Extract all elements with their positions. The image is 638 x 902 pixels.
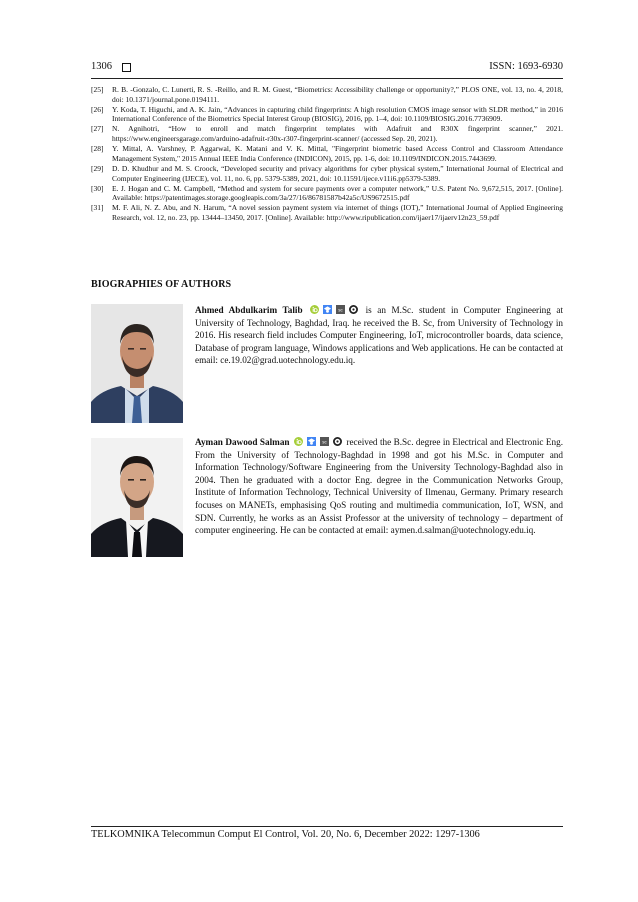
reference-item	[91, 105, 563, 124]
orcid-icon[interactable]	[310, 305, 319, 314]
reference-number: [27]	[91, 124, 104, 134]
reference-list	[91, 85, 563, 223]
author-name: Ahmed Abdulkarim Talib	[195, 305, 303, 315]
reference-text: M. F. Ali, N. Z. Abu, and N. Harum, “A novel session payment system via internet of things (IOT),” International Journal of Applied Engineering Research, vol. 12, no. 23, pp. 13444–13450, 2017. [Online]. Available: http://www.ripublication.com/ijaer17/ijaerv12n23_59.pdf	[112, 203, 563, 222]
scopus-icon[interactable]	[336, 305, 345, 314]
author-photo-ahmed	[91, 304, 183, 423]
reference-item	[91, 203, 563, 222]
reference-item	[91, 124, 563, 143]
author-photo-ayman	[91, 438, 183, 557]
reference-number: [30]	[91, 183, 104, 193]
reference-text: N. Agnihotri, “How to enroll and match fingerprint templates with Adafruit and R30X fingerprint scanner,” 2021. https://www.engineersgarage.com/arduino-adafruit-r30x-r307-fingerprint-scanner/ (accessed Sep. 20, 2021).	[112, 124, 563, 144]
reference-text: D. D. Khudhur and M. S. Croock, “Developed security and privacy algorithms for cyber physical system,” International Journal of Electrical and Computer Engineering (IJECE), vol. 11, no. 6, pp. 5379-5389, 2021, doi: 10.11591/ijece.v11i6.pp5379-5389.	[112, 163, 563, 183]
author-bio-text: received the B.Sc. degree in Electrical and Electronic Eng. From the University of Technology-Baghdad in 1998 and got his M.Sc. in Computer and Information Technology/Software Engineering from the University Technology-Baghdad also in 2004. Then he graduated with a doctor Eng. degree in the Communication Networks Group, Institute of Information Technology, Technical University of Ilmenau, Germany. Primary research focuses on MANETs, emphasising QoS routing and multimedia communication, IoT, WSN, and SDN. Currently, he works as an Assist Professor at the university of technology – department of computer engineering. He can be contacted at email: aymen.d.salman@uotechnology.edu.iq.	[195, 437, 563, 536]
reference-text: Y. Mittal, A. Varshney, P. Aggarwal, K. Matani and V. K. Mittal, "Fingerprint biometric based Access Control and Classroom Attendance Management System," 2015 Annual IEEE India Conference (INDICON), 2015, pp. 1-6, doi: 10.1109/INDICON.2015.7443699.	[112, 144, 563, 163]
google-scholar-icon[interactable]	[307, 437, 316, 446]
footer-rule	[91, 826, 563, 827]
reference-number: [31]	[91, 203, 104, 213]
scopus-icon[interactable]	[320, 437, 329, 446]
reference-item	[91, 85, 563, 104]
reference-item	[91, 164, 563, 183]
issn: ISSN: 1693-6930	[489, 61, 563, 72]
reference-text: Y. Koda, T. Higuchi, and A. K. Jain, “Advances in capturing child fingerprints: A high resolution CMOS image sensor with SLDR method,” in 2016 International Conference of the Biometrics Special Interest Group (BIOSIG), 2016, pp. 1–4, doi: 10.1109/BIOSIG.2016.7736909.	[112, 104, 563, 124]
reference-number: [26]	[91, 104, 104, 114]
section-title: BIOGRAPHIES OF AUTHORS	[91, 279, 232, 290]
svg-text:sc: sc	[338, 307, 343, 313]
square-bullet-icon	[122, 63, 131, 72]
orcid-icon[interactable]	[294, 437, 303, 446]
reference-text: E. J. Hogan and C. M. Campbell, “Method and system for secure payments over a computer network,” U.S. Patent No. 9,672,515, 2017. [Online]. Available: https://patentimages.storage.googleapis.com/3a/27/16/86781587b42a5c/US9672515.pdf	[112, 183, 563, 203]
reference-number: [25]	[91, 85, 104, 94]
reference-number: [28]	[91, 144, 104, 154]
header-rule	[91, 78, 563, 79]
journal-footer: TELKOMNIKA Telecommun Comput El Control, Vol. 20, No. 6, December 2022: 1297-1306	[91, 829, 480, 840]
author-bio-text: is an M.Sc. student in Computer Engineering at University of Technology, Baghdad, Iraq. he received the B. Sc, from University of Technology in 2016. His research field includes Computer Engineering, IoT, microcontroller boards, data science, Database of program language, Windows applications and Web applications. He can be contacted at email: ce.19.02@grad.uotechnology.edu.iq.	[195, 305, 564, 366]
page-number: 1306	[91, 61, 112, 72]
publons-icon[interactable]	[349, 305, 358, 314]
svg-text:sc: sc	[322, 439, 327, 445]
reference-number: [29]	[91, 163, 104, 173]
publons-icon[interactable]	[333, 437, 342, 446]
page-header	[91, 61, 563, 77]
author-bio-ahmed	[195, 304, 563, 367]
reference-item	[91, 144, 563, 163]
author-name: Ayman Dawood Salman	[195, 437, 290, 447]
reference-text: R. B. -Gonzalo, C. Lunerti, R. S. -Reillo, and R. M. Guest, “Biometrics: Accessibility challenge or opportunity?,” PLOS ONE, vol. 13, no. 4, 2018, doi: 10.1371/journal.pone.0194111.	[112, 85, 563, 104]
google-scholar-icon[interactable]	[323, 305, 332, 314]
reference-item	[91, 184, 563, 203]
author-bio-ayman	[195, 436, 563, 537]
